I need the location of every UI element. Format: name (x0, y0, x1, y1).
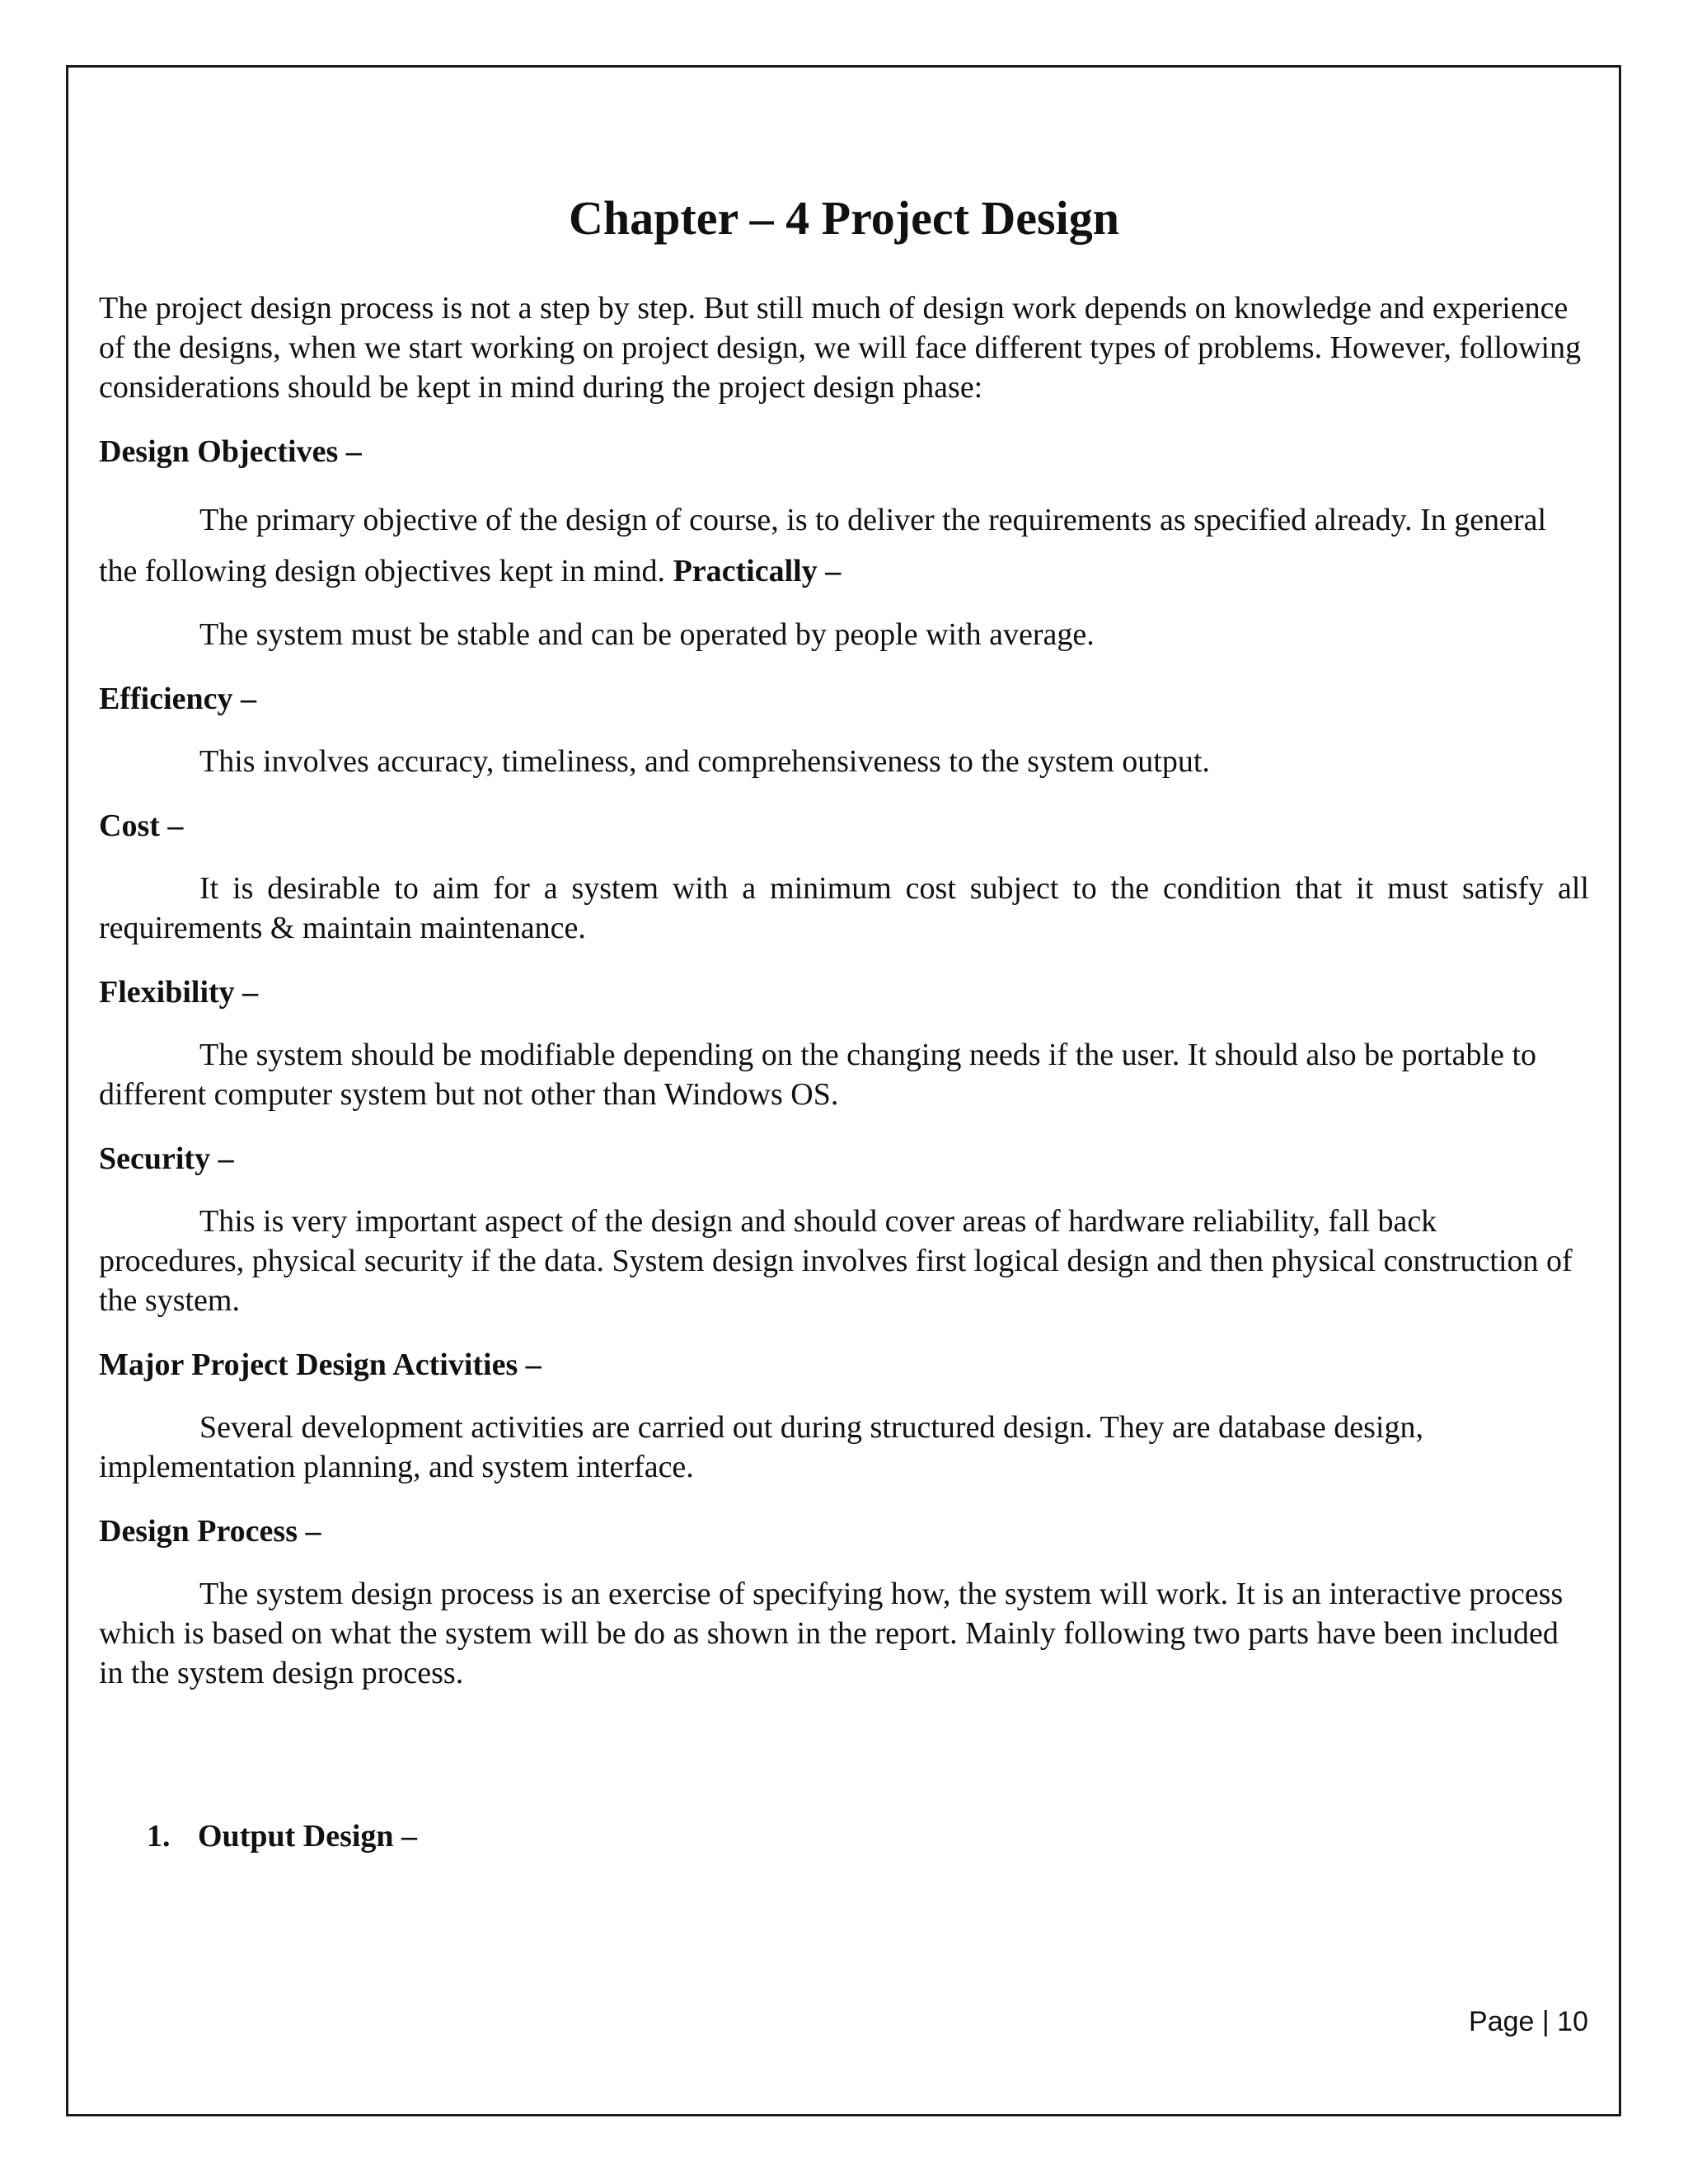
security-heading: Security – (99, 1141, 234, 1176)
flexibility-heading: Flexibility – (99, 975, 259, 1010)
intro-paragraph: The project design process is not a step by step. But still much of design work depends on knowledge and experience of the designs, when we start working on project design, we will face different types of problems. However, following considerations should be kept in mind during the project design phase: (99, 291, 1582, 405)
design-process-heading: Design Process – (99, 1514, 321, 1549)
output-design-label: Output Design – (198, 1819, 418, 1854)
chapter-title: Chapter – 4 Project Design (569, 191, 1119, 245)
design-objectives-text: The primary objective of the design of course, is to deliver the requirements as specified already. In general the following design objectives kept in mind. (99, 503, 1547, 588)
design-objectives-paragraph (99, 494, 1589, 597)
cost-heading: Cost – (99, 808, 184, 843)
efficiency-paragraph: This involves accuracy, timeliness, and comprehensiveness to the system output. (199, 744, 1210, 779)
output-design-heading (147, 1816, 1589, 1856)
page-number: Page | 10 (1469, 2006, 1588, 2037)
major-activities-paragraph: Several development activities are carried out during structured design. They are database design, implementation planning, and system interface. (99, 1410, 1423, 1484)
output-design-number: 1. (147, 1819, 171, 1854)
document-body (99, 190, 1589, 1856)
security-paragraph: This is very important aspect of the design and should cover areas of hardware reliability, fall back procedures, physical security if the data. System design involves first logical design and then physical construction of the system. (99, 1204, 1573, 1318)
cost-paragraph: It is desirable to aim for a system with a minimum cost subject to the condition that it must satisfy all requirements & maintain maintenance. (99, 871, 1589, 945)
major-activities-heading: Major Project Design Activities – (99, 1347, 542, 1382)
practically-heading: Practically – (673, 554, 842, 588)
practically-paragraph: The system must be stable and can be operated by people with average. (199, 617, 1095, 652)
efficiency-heading: Efficiency – (99, 682, 257, 716)
flexibility-paragraph: The system should be modifiable depending on the changing needs if the user. It should also be portable to different computer system but not other than Windows OS. (99, 1038, 1537, 1112)
design-objectives-heading: Design Objectives – (99, 434, 362, 469)
design-process-paragraph: The system design process is an exercise of specifying how, the system will work. It is an interactive process which is based on what the system will be do as shown in the report. Mainly following two parts have been included in the system design process. (99, 1577, 1564, 1690)
